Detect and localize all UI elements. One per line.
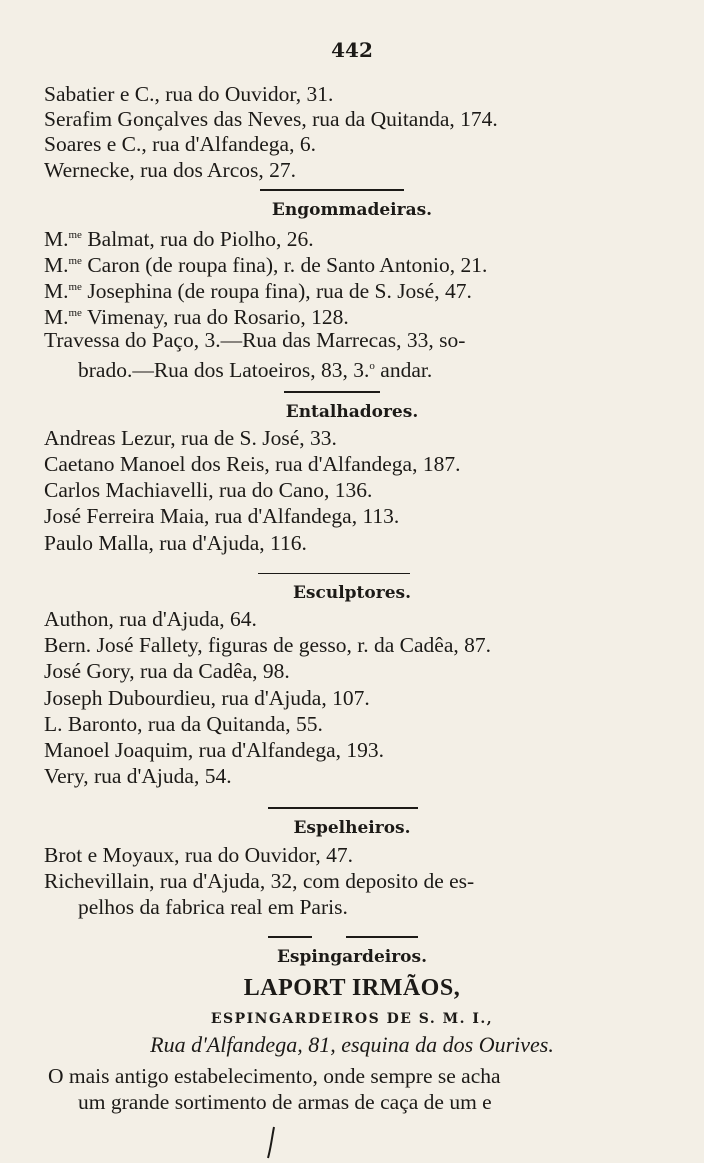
section-divider — [258, 573, 410, 574]
list-item: Travessa do Paço, 3.—Rua das Marrecas, 33, so- — [44, 328, 466, 352]
section-heading-entalhadores: Entalhadores. — [285, 402, 419, 422]
list-item: Paulo Malla, rua d'Ajuda, 116. — [44, 531, 307, 555]
entry-prefix: M. — [44, 227, 69, 251]
list-item: Brot e Moyaux, rua do Ouvidor, 47. — [44, 843, 354, 867]
entry-text: Balmat, rua do Piolho, 26. — [81, 227, 314, 251]
entry-text: Josephina (de roupa fina), rua de S. José, 47. — [81, 279, 472, 303]
entry-text: Vimenay, rua do Rosario, 128. — [81, 305, 349, 329]
list-item: Richevillain, rua d'Ajuda, 32, com deposito de es- — [44, 869, 475, 893]
entry-text: andar. — [374, 358, 433, 382]
section-heading-espingardeiros: Espingardeiros. — [276, 947, 428, 967]
advert-text-line: um grande sortimento de armas de caça de um e — [78, 1090, 492, 1114]
section-divider — [260, 189, 404, 191]
entry-prefix-sup: me — [68, 281, 82, 293]
list-item-continuation — [78, 353, 432, 383]
entry-prefix: M. — [44, 305, 69, 329]
entry-prefix: M. — [44, 279, 69, 303]
section-divider-right — [346, 936, 418, 938]
list-item: Soares e C., rua d'Alfandega, 6. — [44, 132, 316, 156]
list-item: L. Baronto, rua da Quitanda, 55. — [44, 712, 323, 736]
advert-title: LAPORT IRMÃOS, — [243, 975, 461, 1001]
advert-address: Rua d'Alfandega, 81, esquina da dos Ourives. — [150, 1032, 554, 1057]
entry-text: brado.—Rua dos Latoeiros, 83, 3. — [78, 358, 370, 382]
list-item: Manoel Joaquim, rua d'Alfandega, 193. — [44, 738, 385, 762]
list-item: Serafim Gonçalves das Neves, rua da Quitanda, 174. — [44, 107, 498, 131]
advert-text-line: O mais antigo estabelecimento, onde sempre se acha — [48, 1064, 501, 1088]
list-item: José Gory, rua da Cadêa, 98. — [44, 659, 290, 683]
list-item: Sabatier e C., rua do Ouvidor, 31. — [44, 82, 334, 106]
section-divider-left — [268, 936, 312, 938]
section-divider — [268, 807, 418, 809]
advert-subtitle: ESPINGARDEIROS DE S. M. I., — [210, 1011, 494, 1027]
entry-prefix-sup: me — [68, 229, 82, 241]
list-item: Authon, rua d'Ajuda, 64. — [44, 607, 257, 631]
section-heading-espelheiros: Espelheiros. — [293, 818, 411, 838]
list-item: José Ferreira Maia, rua d'Alfandega, 113. — [44, 504, 400, 528]
signature-mark — [262, 1125, 282, 1161]
entry-prefix: M. — [44, 253, 69, 277]
section-divider — [284, 391, 380, 393]
list-item: Very, rua d'Ajuda, 54. — [44, 764, 232, 788]
list-item: Wernecke, rua dos Arcos, 27. — [44, 158, 297, 182]
list-item: Joseph Dubourdieu, rua d'Ajuda, 107. — [44, 686, 370, 710]
list-item: Carlos Machiavelli, rua do Cano, 136. — [44, 478, 373, 502]
list-item: Caetano Manoel dos Reis, rua d'Alfandega, 187. — [44, 452, 461, 476]
section-heading-engommadeiras: Engommadeiras. — [271, 200, 433, 220]
list-item — [44, 300, 349, 330]
entry-sup: o — [369, 360, 375, 372]
entry-prefix-sup: me — [68, 255, 82, 267]
entry-text: Caron (de roupa fina), r. de Santo Antonio, 21. — [81, 253, 488, 277]
list-item-continuation: pelhos da fabrica real em Paris. — [78, 895, 348, 919]
list-item: Andreas Lezur, rua de S. José, 33. — [44, 426, 337, 450]
section-heading-esculptores: Esculptores. — [292, 583, 412, 603]
list-item: Bern. José Fallety, figuras de gesso, r. da Cadêa, 87. — [44, 633, 492, 657]
page-number: 442 — [331, 38, 373, 62]
entry-prefix-sup: me — [68, 307, 82, 319]
